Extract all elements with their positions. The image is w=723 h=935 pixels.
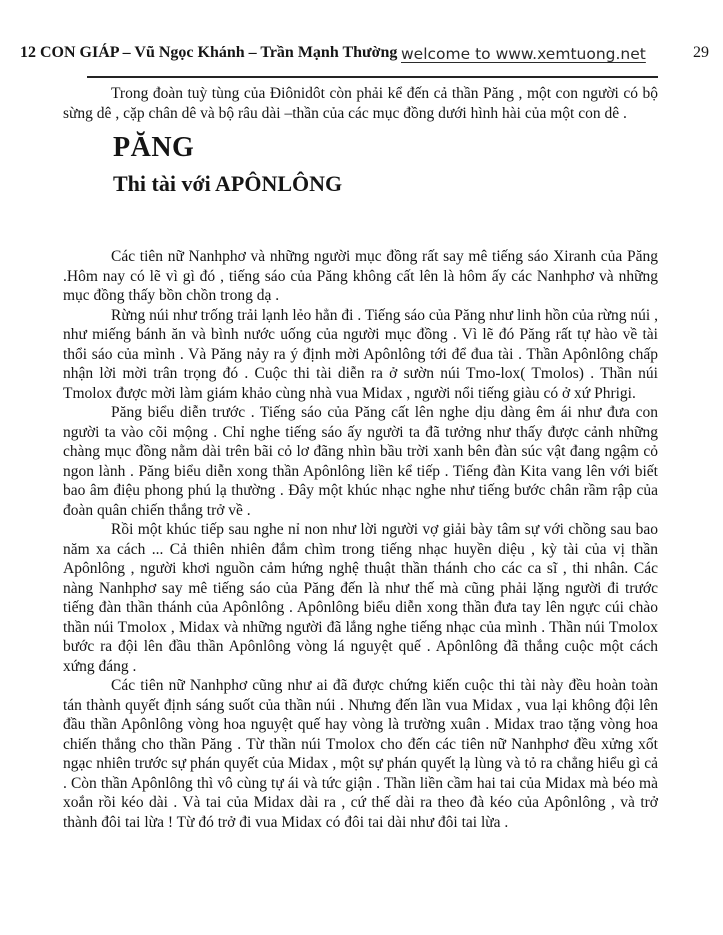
page-body xyxy=(63,84,658,832)
intro-paragraph: Trong đoàn tuỳ tùng của Điônidôt còn phải kể đến cả thần Păng , một con người có bộ sừng dê , cặp chân dê và bộ râu dài –thần của các mục đồng dưới hình hài của một con dê . xyxy=(63,85,658,122)
chapter-title: PĂNG xyxy=(113,132,195,163)
chapter-subtitle: Thi tài với APÔNLÔNG xyxy=(113,171,343,196)
header-divider xyxy=(87,76,658,78)
header-website-link[interactable]: welcome to www.xemtuong.net xyxy=(401,45,646,63)
body-paragraph: Rồi một khúc tiếp sau nghe nỉ non như lời người vợ giải bày tâm sự với chồng sau bao năm xa cách ... Cả thiên nhiên đắm chìm trong tiếng nhạc huyền diệu , kỳ tài của vị thần Apônlông , người khơi nguồn cảm hứng nghệ thuật thần thánh cho các ca sĩ , thi nhân. Các nàng Nanhphơ say mê tiếng sáo của Păng đến là như thế mà cũng phải lặng người đi trước tiếng đàn thần thánh của Apônlông . Apônlông biểu diễn xong thần đưa tay lên ngực cúi chào thần núi Tmolox , Midax và những người đã lắng nghe tiếng nhạc của mình . Thần núi Tmolox bước ra đội lên đầu thần Apônlông vòng lá nguyệt quế . Apônlông đã thắng cuộc một cách xứng đáng . xyxy=(63,521,658,675)
body-paragraph: Rừng núi như trống trải lạnh lẻo hẳn đi . Tiếng sáo của Păng như linh hồn của rừng núi , như miếng bánh ăn và bình nước uống của người mục đồng . Vì lẽ đó Păng rất tự hào về tài thổi sáo của mình . Và Păng nảy ra ý định mời Apônlông tới để đua tài . Thần Apônlông chấp nhận lời mời trân trọng đó . Cuộc thi tài diễn ra ở sườn núi Tmo-lox( Tmolos) . Thần núi Tmolox được mời làm giám khảo cùng nhà vua Midax , người nổi tiếng giàu có ở xứ Phrigi. xyxy=(63,306,658,402)
page-number: 29 xyxy=(693,44,709,61)
body-paragraph: Các tiên nữ Nanhphơ cũng như ai đã được chứng kiến cuộc thi tài này đều hoàn toàn tán thành quyết định sáng suốt của thần núi . Nhưng đến lần vua Midax , vua lại không đội lên đầu thần Apônlông vòng hoa nguyệt quế hay vòng là trường xuân . Midax trao tặng vòng hoa chiến thắng cho thần Păng . Từ thần núi Tmolox cho đến các tiên nữ Nanhphơ đều xửng xốt ngạc nhiên trước sự phán quyết của Midax , một sự phán quyết lạ lùng và tỏ ra chẳng hiểu gì cả . Còn thần Apônlông thì vô cùng tự ái và tức giận . Thần liền cầm hai tai của Midax mà béo mà xoắn rồi kéo dài . Và tai của Midax dài ra , cứ thế dài ra theo đà kéo của Apônlông , và trở thành đôi tai lừa ! Từ đó trở đi vua Midax có đôi tai dài như đôi tai lừa . xyxy=(63,677,658,831)
body-paragraph: Păng biểu diễn trước . Tiếng sáo của Păng cất lên nghe dịu dàng êm ái như đưa con người ta vào cõi mộng . Chỉ nghe tiếng sáo ấy người ta đã tưởng như thấy được cảnh những chàng mục đồng nằm dài trên bãi cỏ lơ đãng nhìn bầu trời xanh bên đàn súc vật đang ngậm cỏ ngon lành . Păng biểu diễn xong thần Apônlông liền kể tiếp . Tiếng đàn Kita vang lên với biết bao âm điệu phong phú lạ thường . Đây một khúc nhạc nghe như tiếng bước chân rầm rập của đoàn quân chiến thắng trở về . xyxy=(63,404,658,519)
page-header xyxy=(0,0,723,76)
header-book-title: 12 CON GIÁP – Vũ Ngọc Khánh – Trần Mạnh Thường xyxy=(20,44,398,61)
body-paragraph: Các tiên nữ Nanhphơ và những người mục đồng rất say mê tiếng sáo Xiranh của Păng .Hôm nay có lẽ vì gì đó , tiếng sáo của Păng không cất lên là hôm ấy các Nanhphơ và những mục đồng thấy bồn chồn trong dạ . xyxy=(63,248,658,304)
